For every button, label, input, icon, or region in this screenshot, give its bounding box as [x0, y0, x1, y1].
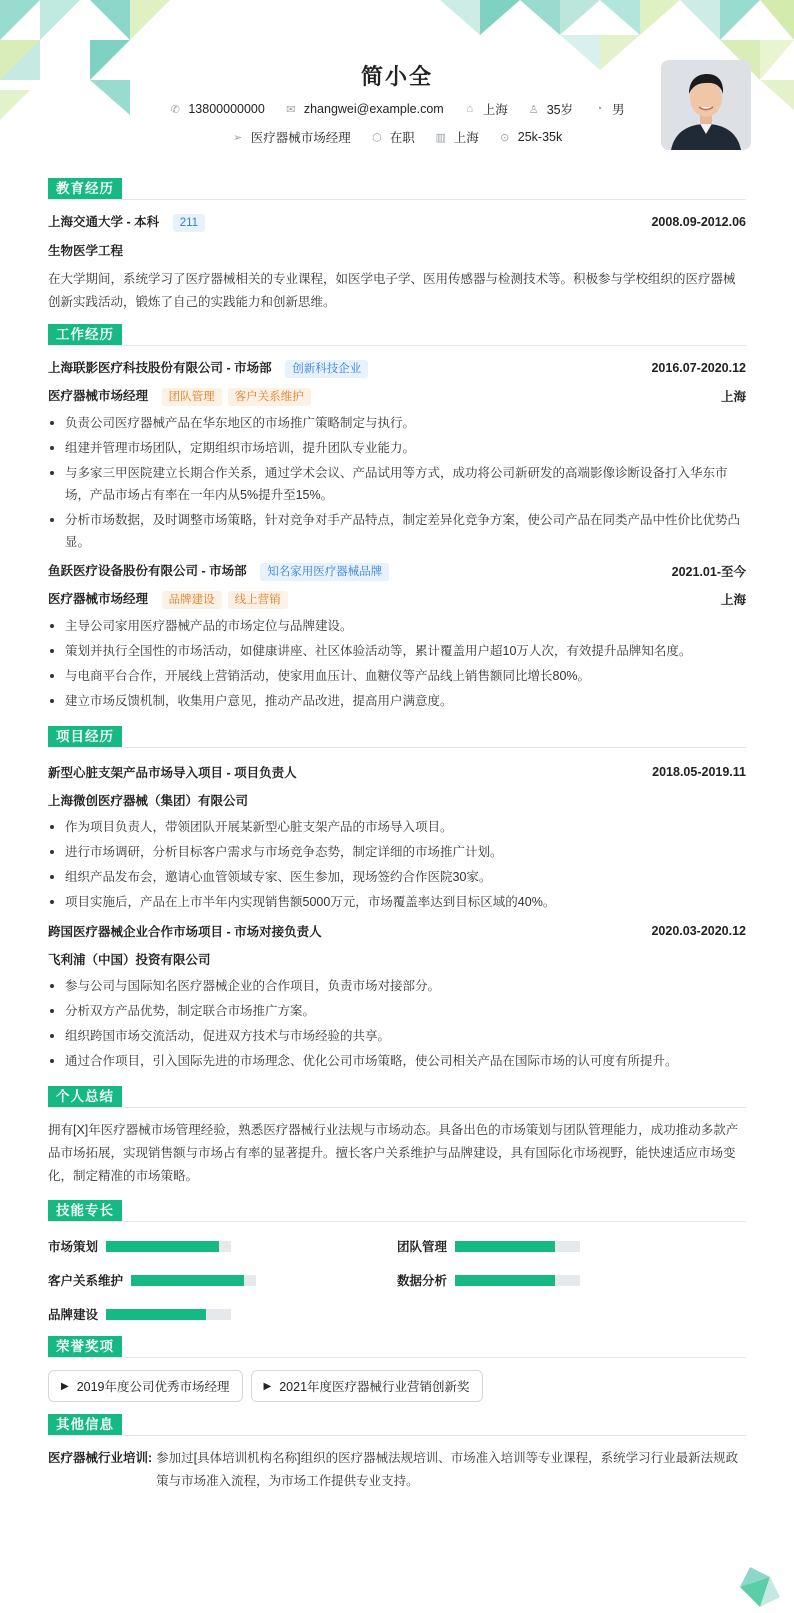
work-bullets [48, 412, 746, 553]
work-item [48, 557, 746, 712]
other-header [48, 1414, 746, 1436]
skill-tag: 品牌建设 [162, 591, 222, 609]
list-item: 主导公司家用医疗器械产品的市场定位与品牌建设。 [48, 615, 746, 637]
list-item: 组织跨国市场交流活动，促进双方技术与市场经验的共享。 [48, 1025, 746, 1047]
skill-tag: 线上营销 [228, 591, 288, 609]
project-name: 新型心脏支架产品市场导入项目 - 项目负责人 [48, 766, 297, 780]
project-title-row [48, 758, 746, 786]
company-name: 鱼跃医疗设备股份有限公司 - 市场部 [48, 564, 247, 578]
list-item: 进行市场调研，分析目标客户需求与市场竞争态势，制定详细的市场推广计划。 [48, 841, 746, 863]
work-location: 上海 [720, 593, 746, 607]
status-value: 在职 [389, 131, 415, 145]
skill-name: 团队管理 [397, 1240, 448, 1254]
section-title: 教育经历 [48, 178, 122, 199]
skill-item [397, 1236, 746, 1256]
major-row [48, 236, 746, 264]
skill-bar-fill [131, 1275, 244, 1286]
company-tag: 知名家用医疗器械品牌 [260, 563, 389, 581]
status-info [371, 128, 415, 146]
section-title: 荣誉奖项 [48, 1336, 122, 1357]
skill-tag: 客户关系维护 [228, 388, 311, 406]
project-item [48, 758, 746, 913]
section-title: 其他信息 [48, 1414, 122, 1435]
role-name: 医疗器械市场经理 [48, 592, 149, 606]
mail-icon: ✉ [286, 103, 296, 116]
skill-bar [455, 1241, 580, 1252]
list-item: 与多家三甲医院建立长期合作关系，通过学术会议、产品试用等方式，成功将公司新研发的高端影像诊断设备打入华东市场，产品市场占有率在一年内从5%提升至15%。 [48, 462, 746, 506]
awards-section [48, 1336, 746, 1402]
skill-item [48, 1236, 397, 1256]
list-item: 分析双方产品优势，制定联合市场推广方案。 [48, 1000, 746, 1022]
section-title: 工作经历 [48, 324, 122, 345]
list-item: 与电商平台合作，开展线上营销活动，使家用血压计、血糖仪等产品线上销售额同比增长80%。 [48, 665, 746, 687]
education-desc: 在大学期间，系统学习了医疗器械相关的专业课程，如医学电子学、医用传感器与检测技术等。积极参与学校组织的医疗器械创新实践活动，锻炼了自己的实践能力和创新思维。 [48, 272, 736, 309]
other-label: 医疗器械行业培训: [48, 1451, 153, 1465]
skill-bar-fill [455, 1275, 555, 1286]
contact-row [48, 100, 746, 118]
home-icon: ⌂ [466, 103, 474, 115]
education-section [48, 178, 746, 314]
role-name: 医疗器械市场经理 [48, 389, 149, 403]
other-item [48, 1447, 746, 1493]
list-item: 作为项目负责人，带领团队开展某新型心脏支架产品的市场导入项目。 [48, 816, 746, 838]
awards-header [48, 1336, 746, 1358]
skill-name: 品牌建设 [48, 1308, 99, 1322]
awards-list [48, 1370, 746, 1402]
skill-bar-fill [106, 1241, 219, 1252]
project-org-row [48, 786, 746, 814]
skill-bar-fill [455, 1241, 555, 1252]
skill-item [397, 1270, 746, 1290]
list-item: 分析市场数据，及时调整市场策略，针对竞争对手产品特点，制定差异化竞争方案，使公司产品在同类产品中性价比优势凸显。 [48, 509, 746, 553]
list-item: 组建并管理市场团队，定期组织市场培训，提升团队专业能力。 [48, 437, 746, 459]
project-date: 2020.03-2020.12 [651, 924, 746, 938]
project-bullets [48, 816, 746, 913]
skill-name: 数据分析 [397, 1274, 448, 1288]
list-item: 负责公司医疗器械产品在华东地区的市场推广策略制定与执行。 [48, 412, 746, 434]
work-date: 2016.07-2020.12 [651, 361, 746, 375]
education-header [48, 178, 746, 200]
skill-item [48, 1270, 397, 1290]
project-org-row [48, 945, 746, 973]
project-header [48, 726, 746, 748]
salary-value: 25k-35k [517, 130, 563, 144]
target-city-info [435, 128, 479, 146]
section-title: 项目经历 [48, 726, 122, 747]
section-title: 个人总结 [48, 1086, 122, 1107]
status-icon: ⬡ [371, 131, 382, 144]
building-icon: ▥ [435, 131, 446, 144]
other-section [48, 1414, 746, 1493]
city-value: 上海 [482, 103, 508, 117]
work-header [48, 324, 746, 346]
phone-value: 13800000000 [188, 102, 265, 116]
project-name: 跨国医疗器械企业合作市场项目 - 市场对接负责人 [48, 925, 322, 939]
email-info [285, 102, 444, 116]
target-city-value: 上海 [453, 131, 479, 145]
person-icon: ♙ [528, 103, 539, 116]
skill-bar [106, 1309, 231, 1320]
project-title-row [48, 917, 746, 945]
resume-header [48, 0, 746, 170]
education-date: 2008.09-2012.06 [651, 215, 746, 229]
school-tag: 211 [173, 214, 205, 232]
summary-section [48, 1086, 746, 1188]
work-item [48, 354, 746, 553]
skill-tag: 团队管理 [162, 388, 222, 406]
list-item: 参与公司与国际知名医疗器械企业的合作项目，负责市场对接部分。 [48, 975, 746, 997]
award-chip [48, 1370, 243, 1402]
work-date: 2021.01-至今 [671, 565, 746, 579]
candidate-name: 简小全 [360, 64, 433, 89]
project-item [48, 917, 746, 1072]
work-location: 上海 [720, 390, 746, 404]
company-tag: 创新科技企业 [285, 360, 368, 378]
work-role-row [48, 382, 746, 410]
avatar [661, 60, 751, 150]
skill-bar-fill [106, 1309, 206, 1320]
company-name: 上海联影医疗科技股份有限公司 - 市场部 [48, 361, 272, 375]
list-item: 组织产品发布会，邀请心血管领域专家、医生参加，现场签约合作医院30家。 [48, 866, 746, 888]
work-company-row [48, 557, 746, 585]
email-value: zhangwei@example.com [303, 102, 444, 116]
list-item: 通过合作项目，引入国际先进的市场理念、优化公司市场策略，使公司相关产品在国际市场的认可度有所提升。 [48, 1050, 746, 1072]
skills-section [48, 1200, 746, 1324]
project-date: 2018.05-2019.11 [652, 765, 746, 779]
skill-bar [455, 1275, 580, 1286]
list-item: 建立市场反馈机制，收集用户意见，推动产品改进，提高用户满意度。 [48, 690, 746, 712]
work-bullets [48, 615, 746, 712]
work-role-row [48, 585, 746, 613]
list-item: 策划并执行全国性的市场活动，如健康讲座、社区体验活动等，累计覆盖用户超10万人次，有效提升品牌知名度。 [48, 640, 746, 662]
phone-icon: ✆ [170, 103, 180, 116]
skill-bar [106, 1241, 231, 1252]
age-info [528, 100, 573, 118]
project-bullets [48, 975, 746, 1072]
award-label: 2021年度医疗器械行业营销创新奖 [279, 1380, 470, 1394]
summary-text: 拥有[X]年医疗器械市场管理经验，熟悉医疗器械行业法规与市场动态。具备出色的市场策划与团队管理能力，成功推动多款产品市场拓展，实现销售额与市场占有率的显著提升。擅长客户关系维护与品牌建设，具有国际化市场视野，能快速适应市场变化，制定精准的市场策略。 [48, 1123, 739, 1183]
award-chip [251, 1370, 483, 1402]
summary-header [48, 1086, 746, 1108]
gender-value: 男 [612, 103, 625, 117]
section-title: 技能专长 [48, 1200, 122, 1221]
project-org: 飞利浦（中国）投资有限公司 [48, 953, 211, 967]
triangle-icon: ▶ [263, 1380, 272, 1392]
position-info [232, 128, 351, 146]
work-section [48, 324, 746, 712]
skills-grid [48, 1236, 746, 1324]
gender-info [593, 100, 625, 118]
skill-bar [131, 1275, 256, 1286]
gender-icon: ◔ [595, 103, 603, 115]
work-company-row [48, 354, 746, 382]
job-intent-row [48, 128, 746, 146]
position-value: 医疗器械市场经理 [250, 131, 351, 145]
school-name: 上海交通大学 - 本科 [48, 215, 160, 229]
age-value: 35岁 [546, 103, 574, 117]
skill-item [48, 1304, 397, 1324]
triangle-icon: ▶ [61, 1380, 69, 1392]
city-info [464, 100, 508, 118]
other-text: 参加过[具体培训机构名称]组织的医疗器械法规培训、市场准入培训等专业课程，系统学习行业最新法规政策与市场准入流程，为市场工作提供专业支持。 [156, 1451, 739, 1488]
money-icon: ⊙ [500, 131, 510, 144]
send-icon: ➢ [233, 131, 243, 144]
project-org: 上海微创医疗器械（集团）有限公司 [48, 794, 249, 808]
major-name: 生物医学工程 [48, 244, 124, 258]
project-section [48, 726, 746, 1072]
phone-info [169, 102, 264, 116]
list-item: 项目实施后，产品在上市半年内实现销售额5000万元，市场覆盖率达到目标区域的40%。 [48, 891, 746, 913]
skill-name: 市场策划 [48, 1240, 99, 1254]
award-label: 2019年度公司优秀市场经理 [76, 1380, 230, 1394]
skills-header [48, 1200, 746, 1222]
corner-decoration [740, 1567, 780, 1607]
education-row [48, 208, 746, 236]
salary-info [499, 130, 562, 144]
skill-name: 客户关系维护 [48, 1274, 124, 1288]
